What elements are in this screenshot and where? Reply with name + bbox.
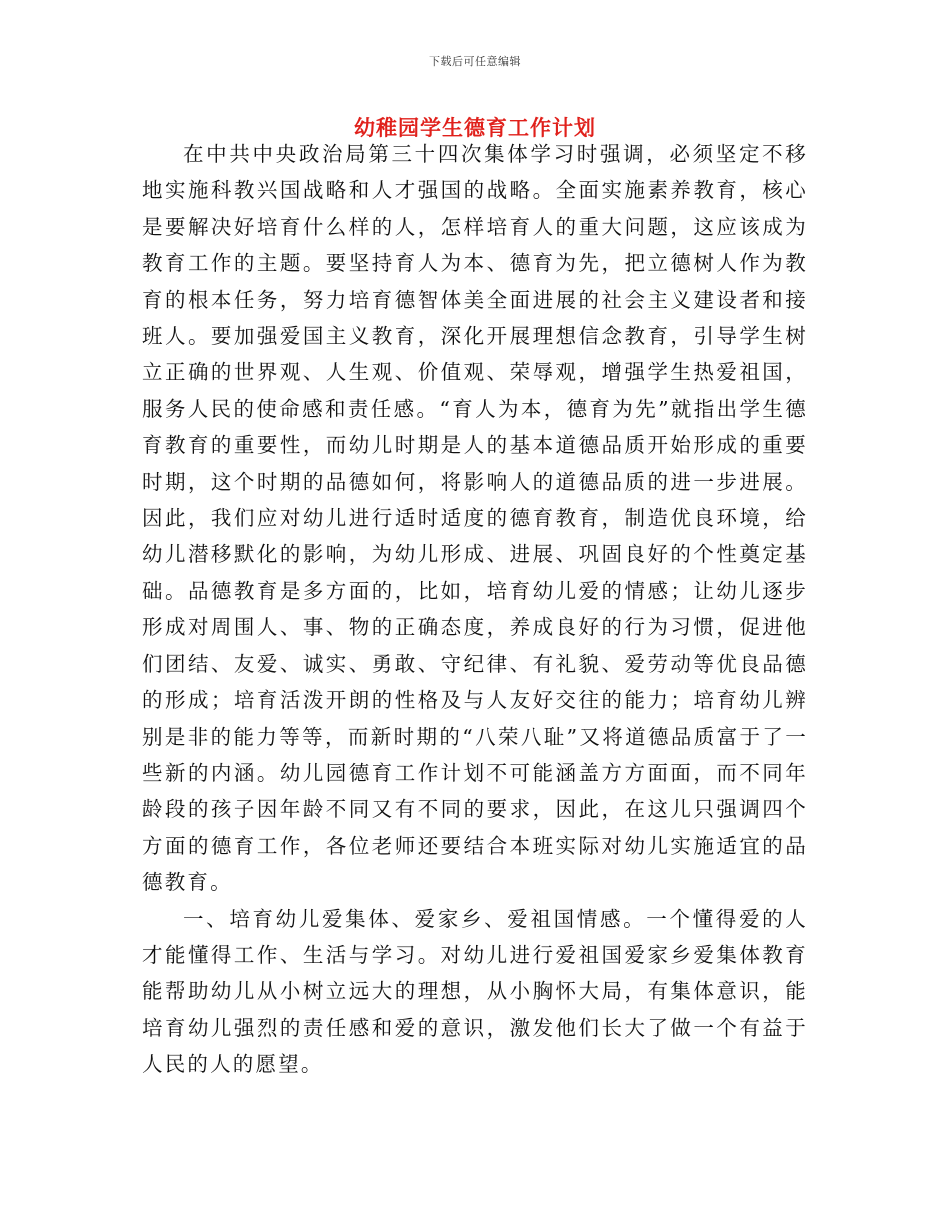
paragraph-intro: 在中共中央政治局第三十四次集体学习时强调，必须坚定不移地实施科教兴国战略和人才强国的战略。全面实施素养教育，核心是要解决好培育什么样的人，怎样培育人的重大问题，这应该成为教育工作的主题。要坚持育人为本、德育为先，把立德树人作为教育的根本任务，努力培育德智体美全面进展的社会主义建设者和接班人。要加强爱国主义教育，深化开展理想信念教育，引导学生树立正确的世界观、人生观、价值观、荣辱观，增强学生热爱祖国，服务人民的使命感和责任感。“育人为本，德育为先”就指出学生德育教育的重要性，而幼儿时期是人的基本道德品质开始形成的重要时期，这个时期的品德如何，将影响人的道德品质的进一步进展。因此，我们应对幼儿进行适时适度的德育教育，制造优良环境，给幼儿潜移默化的影响，为幼儿形成、进展、巩固良好的个性奠定基础。品德教育是多方面的，比如，培育幼儿爱的情感；让幼儿逐步形成对周围人、事、物的正确态度，养成良好的行为习惯，促进他们团结、友爱、诚实、勇敢、守纪律、有礼貌、爱劳动等优良品德的形成；培育活泼开朗的性格及与人友好交往的能力；培育幼儿辨别是非的能力等等，而新时期的“八荣八耻”又将道德品质富于了一些新的内涵。幼儿园德育工作计划不可能涵盖方方面面，而不同年龄段的孩子因年龄不同又有不同的要求，因此，在这儿只强调四个方面的德育工作，各位老师还要结合本班实际对幼儿实施适宜的品德教育。 [142, 142, 808, 895]
document-body [142, 136, 808, 1083]
paragraph-section-1: 一、培育幼儿爱集体、爱家乡、爱祖国情感。一个懂得爱的人才能懂得工作、生活与学习。对幼儿进行爱祖国爱家乡爱集体教育能帮助幼儿从小树立远大的理想，从小胸怀大局，有集体意识，能培育幼儿强烈的责任感和爱的意识，激发他们长大了做一个有益于人民的人的愿望。 [142, 906, 808, 1077]
header-note: 下载后可任意编辑 [429, 55, 521, 68]
document-title: 幼稚园学生德育工作计划 [354, 115, 596, 140]
